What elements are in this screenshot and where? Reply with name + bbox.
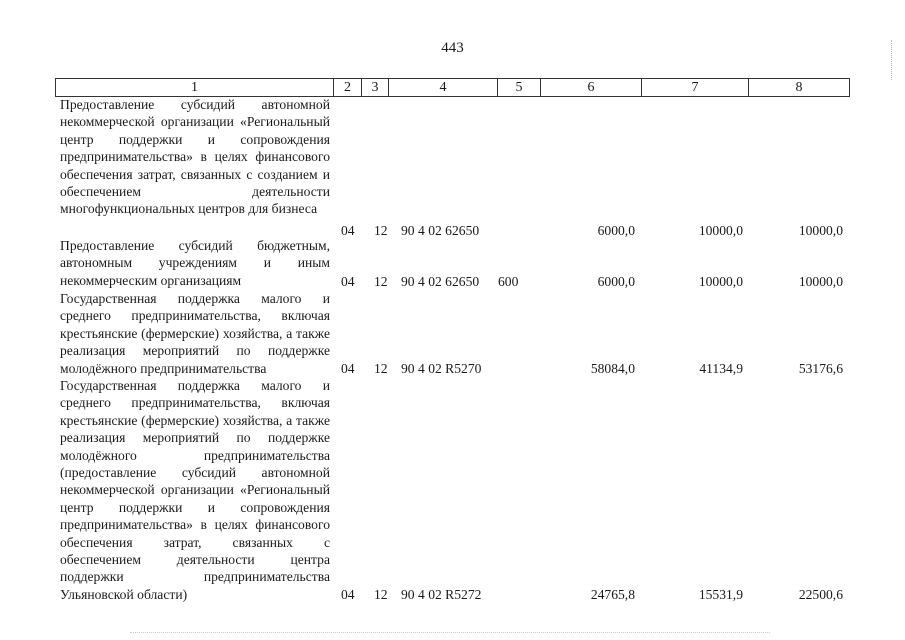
column-header-4: 4 [388, 78, 498, 97]
row-amount-8: 10000,0 [798, 274, 843, 289]
row-amount-7: 10000,0 [698, 274, 743, 289]
row-description: Предоставление субсидий бюджетным, автономным учреждениям и иным некоммерческим организациям [60, 238, 330, 288]
page-number: 443 [441, 40, 464, 56]
row-section: 04 [341, 274, 355, 289]
column-header-1: 1 [55, 78, 334, 97]
row-section: 04 [341, 223, 355, 238]
scan-edge-marks [891, 40, 893, 80]
row-target-code: 90 4 02 62650 [401, 274, 480, 289]
row-description: Предоставление субсидий автономной некоммерческой организации «Региональный центр поддержки и сопровождения предпринимательства» в целях финансового обеспечения затрат, связанных с созданием и обеспечением деятельности многофункциональных центров для бизнеса [60, 97, 330, 217]
row-amount-7: 15531,9 [698, 587, 743, 602]
row-amount-8: 22500,6 [798, 587, 843, 602]
row-amount-7: 10000,0 [698, 223, 743, 238]
row-amount-6: 24765,8 [590, 587, 635, 602]
row-description: Государственная поддержка малого и среднего предпринимательства, включая крестьянские (фермерские) хозяйства, а также реализация мероприятий по поддержке молодёжного предпринимательства (предоставление субсидий автономной некоммерческой организации «Региональный центр поддержки и сопровождения предпринимательства» в целях финансового обеспечения затрат, связанных с обеспечением деятельности центра поддержки предпринимательства Ульяновской области) [60, 378, 330, 602]
row-subsection: 12 [374, 587, 388, 602]
column-header-5: 5 [497, 78, 541, 97]
row-section: 04 [341, 587, 355, 602]
column-header-3: 3 [361, 78, 389, 97]
row-target-code: 90 4 02 R5270 [401, 361, 482, 376]
row-subsection: 12 [374, 223, 388, 238]
row-amount-8: 10000,0 [798, 223, 843, 238]
table-header [55, 78, 850, 97]
row-section: 04 [341, 361, 355, 376]
row-subsection: 12 [374, 274, 388, 289]
column-header-7: 7 [641, 78, 749, 97]
row-target-code: 90 4 02 62650 [401, 223, 480, 238]
row-amount-6: 6000,0 [597, 274, 635, 289]
row-description: Государственная поддержка малого и среднего предпринимательства, включая крестьянские (фермерские) хозяйства, а также реализация мероприятий по поддержке молодёжного предпринимательства [60, 291, 330, 376]
column-header-6: 6 [540, 78, 642, 97]
row-amount-6: 6000,0 [597, 223, 635, 238]
row-amount-7: 41134,9 [699, 361, 743, 376]
row-subsection: 12 [374, 361, 388, 376]
row-amount-6: 58084,0 [590, 361, 635, 376]
row-expense-type: 600 [498, 274, 519, 289]
column-header-8: 8 [748, 78, 850, 97]
row-amount-8: 53176,6 [798, 361, 843, 376]
scan-bottom-artifact [130, 632, 770, 633]
row-target-code: 90 4 02 R5272 [401, 587, 482, 602]
column-header-2: 2 [333, 78, 362, 97]
